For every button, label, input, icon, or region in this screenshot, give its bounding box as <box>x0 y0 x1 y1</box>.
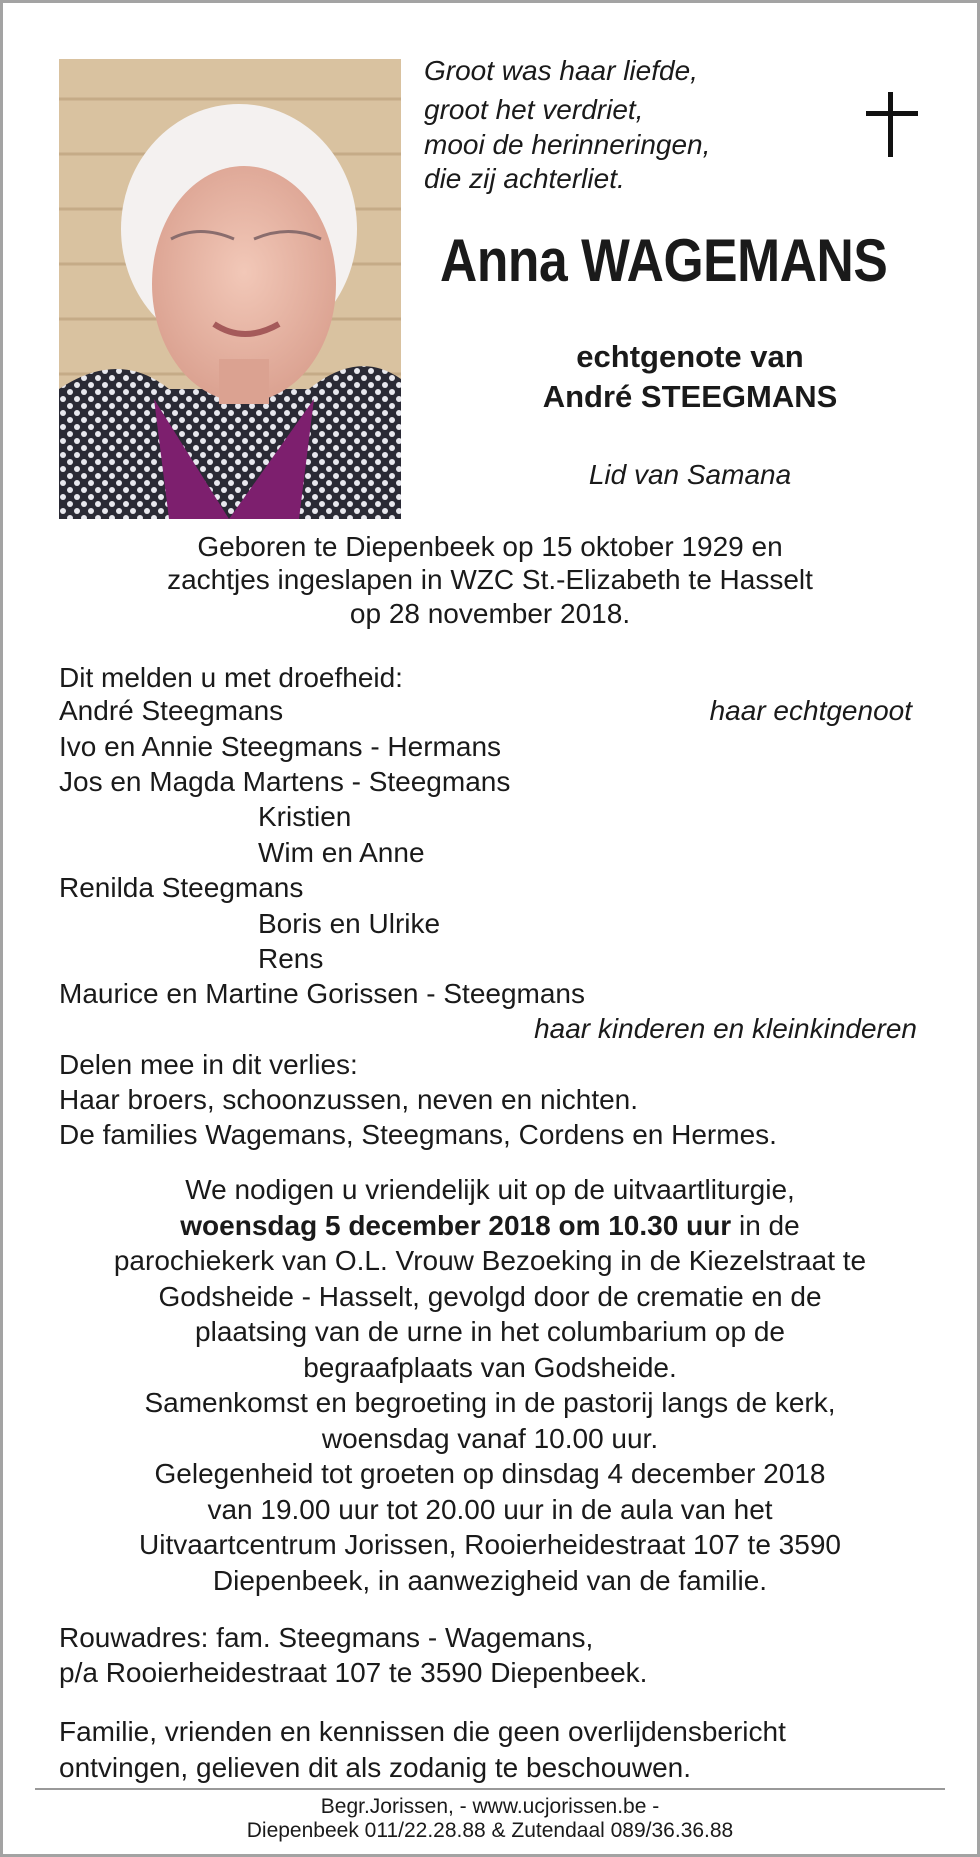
birth-death-line: op 28 november 2018. <box>349 598 631 629</box>
poem-line: Groot was haar liefde, <box>424 55 698 86</box>
family-grandchild: Rens <box>258 943 324 974</box>
cross-horizontal <box>866 111 918 116</box>
share-line: De families Wagemans, Steegmans, Cordens en Hermes. <box>59 1119 777 1150</box>
funeral-line: Godsheide - Hasselt, gevolgd door de crematie en de <box>158 1281 822 1312</box>
funeral-line: parochiekerk van O.L. Vrouw Bezoeking in de Kiezelstraat te <box>113 1245 867 1276</box>
family-husband: André Steegmans <box>59 695 284 726</box>
portrait-photo <box>59 59 401 519</box>
family-child: Renilda Steegmans <box>59 872 304 903</box>
family-grandchild: Boris en Ulrike <box>258 908 441 939</box>
family-child: Ivo en Annie Steegmans - Hermans <box>59 731 502 762</box>
spouse-name: André STEEGMANS <box>542 379 838 414</box>
footer-line: Diepenbeek 011/22.28.88 & Zutendaal 089/36.36.88 <box>246 1819 734 1842</box>
birth-death-line: Geboren te Diepenbeek op 15 oktober 1929 en <box>197 531 783 562</box>
funeral-date: woensdag 5 december 2018 om 10.30 uur <box>180 1210 732 1241</box>
announcers-intro: Dit melden u met droefheid: <box>59 662 403 693</box>
address-line: Rouwadres: fam. Steegmans - Wagemans, <box>59 1622 594 1653</box>
funeral-line: plaatsing van de urne in het columbarium op de <box>195 1316 785 1347</box>
poem-line: mooi de herinneringen, <box>424 129 711 160</box>
funeral-date-line <box>0 1208 980 1244</box>
husband-role: haar echtgenoot <box>709 695 912 726</box>
address-line: p/a Rooierheidestraat 107 te 3590 Diepenbeek. <box>59 1657 648 1688</box>
closing-line: Familie, vrienden en kennissen die geen overlijdensbericht <box>59 1716 786 1747</box>
funeral-line: Gelegenheid tot groeten op dinsdag 4 december 2018 <box>154 1458 826 1489</box>
funeral-line: Samenkomst en begroeting in de pastorij langs de kerk, <box>144 1387 836 1418</box>
poem-line: die zij achterliet. <box>424 163 625 194</box>
children-role: haar kinderen en kleinkinderen <box>534 1013 917 1044</box>
membership: Lid van Samana <box>588 459 792 490</box>
family-grandchild: Kristien <box>258 801 352 832</box>
family-grandchild: Wim en Anne <box>258 837 425 868</box>
footer-divider <box>35 1788 945 1790</box>
funeral-line-rest: in de <box>731 1210 800 1241</box>
funeral-line: van 19.00 uur tot 20.00 uur in de aula van het <box>207 1494 773 1525</box>
funeral-line: woensdag vanaf 10.00 uur. <box>321 1423 659 1454</box>
cross-vertical <box>888 92 893 157</box>
family-child: Jos en Magda Martens - Steegmans <box>59 766 511 797</box>
funeral-line: We nodigen u vriendelijk uit op de uitvaartliturgie, <box>185 1174 795 1205</box>
funeral-line: Uitvaartcentrum Jorissen, Rooierheidestraat 107 te 3590 <box>139 1529 841 1560</box>
spouse-label: echtgenote van <box>576 339 804 374</box>
birth-death-line: zachtjes ingeslapen in WZC St.-Elizabeth te Hasselt <box>167 564 813 595</box>
funeral-line: begraafplaats van Godsheide. <box>303 1352 677 1383</box>
family-child: Maurice en Martine Gorissen - Steegmans <box>59 978 585 1009</box>
deceased-name: Anna WAGEMANS <box>440 227 888 294</box>
poem-line: groot het verdriet, <box>424 94 644 125</box>
closing-line: ontvingen, gelieven dit als zodanig te beschouwen. <box>59 1752 691 1783</box>
footer-line: Begr.Jorissen, - www.ucjorissen.be - <box>320 1795 660 1818</box>
share-line: Haar broers, schoonzussen, neven en nichten. <box>59 1084 639 1115</box>
funeral-line: Diepenbeek, in aanwezigheid van de familie. <box>212 1565 768 1596</box>
share-intro: Delen mee in dit verlies: <box>59 1049 358 1080</box>
